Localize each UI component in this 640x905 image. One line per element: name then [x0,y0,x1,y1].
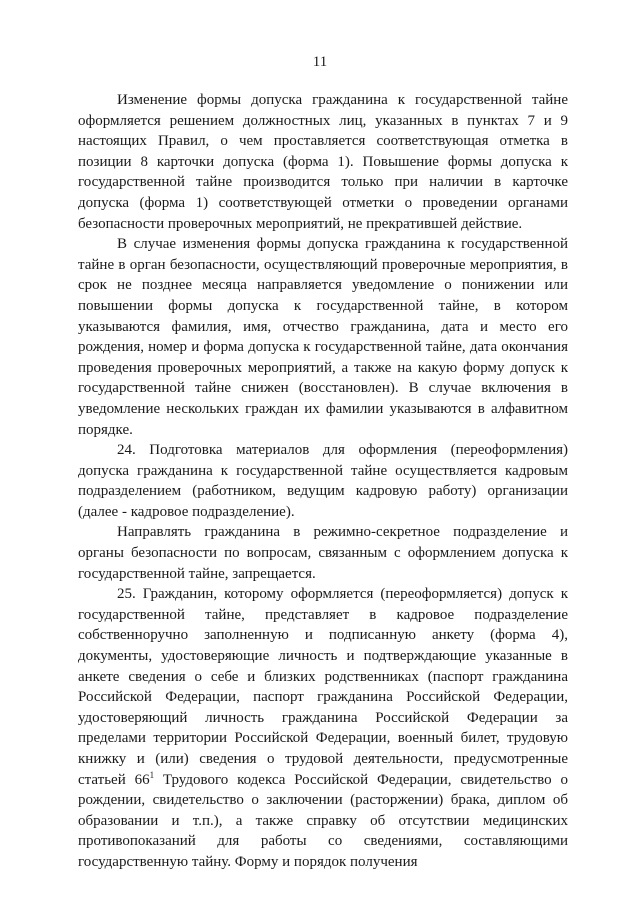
item-25-text-start: 25. Гражданин, которому оформляется (переоформляется) допуск к государственной тайне, представляет в кадровое подразделение собственноручно заполненную и подписанную анкету (форма 4), документы, удостоверяющие личность и подтверждающие указанные в анкете сведения о себе и близких родственниках (паспорт гражданина Российской Федерации, паспорт гражданина Российской Федерации, удостоверяющий личность гражданина Российской Федерации за пределами территории Российской Федерации, военный билет, трудовую книжку и (или) сведения о трудовой деятельности, предусмотренные статьей 66 [78,586,568,788]
page-number: 11 [312,54,328,70]
paragraph-notification: В случае изменения формы допуска гражданина к государственной тайне в орган безопасности, осуществляющий проверочные мероприятия, в срок не позднее месяца направляется уведомление о понижении или повышении формы допуска к государственной тайне, в котором указываются фамилия, имя, отчество гражданина, дата и место его рождения, номер и форма допуска к государственной тайне, дата окончания проведения проверочных мероприятий, а также на какую форму допуск к государственной тайне снижен (восстановлен). В случае включения в уведомление нескольких граждан их фамилии указываются в алфавитном порядке. [78,236,568,438]
document-body [78,90,568,873]
paragraph-item-24: 24. Подготовка материалов для оформления (переоформления) допуска гражданина к государственной тайне осуществляется кадровым подразделением (работником, ведущим кадровую работу) организации (далее - кадровое подразделение). [78,442,568,520]
paragraph-item-25 [78,584,568,872]
item-25-text-end: Трудового кодекса Российской Федерации, свидетельство о рождении, свидетельство о заключении (расторжении) брака, диплом об образовании и т.п.), а также справку об отсутствии медицинских противопоказаний для работы со сведениями, составляющими государственную тайну. Форму и порядок получения [78,771,568,870]
paragraph-prohibition: Направлять гражданина в режимно-секретное подразделение и органы безопасности по вопросам, связанным с оформлением допуска к государственной тайне, запрещается. [78,524,568,582]
article-superscript: 1 [149,769,155,780]
paragraph-form-change: Изменение формы допуска гражданина к государственной тайне оформляется решением должностных лиц, указанных в пунктах 7 и 9 настоящих Правил, о чем проставляется соответствующая отметка в позиции 8 карточки допуска (форма 1). Повышение формы допуска к государственной тайне производится только при наличии в карточке допуска (форма 1) соответствующей отметки о проведении органами безопасности проверочных мероприятий, не прекратившей действие. [78,92,568,232]
